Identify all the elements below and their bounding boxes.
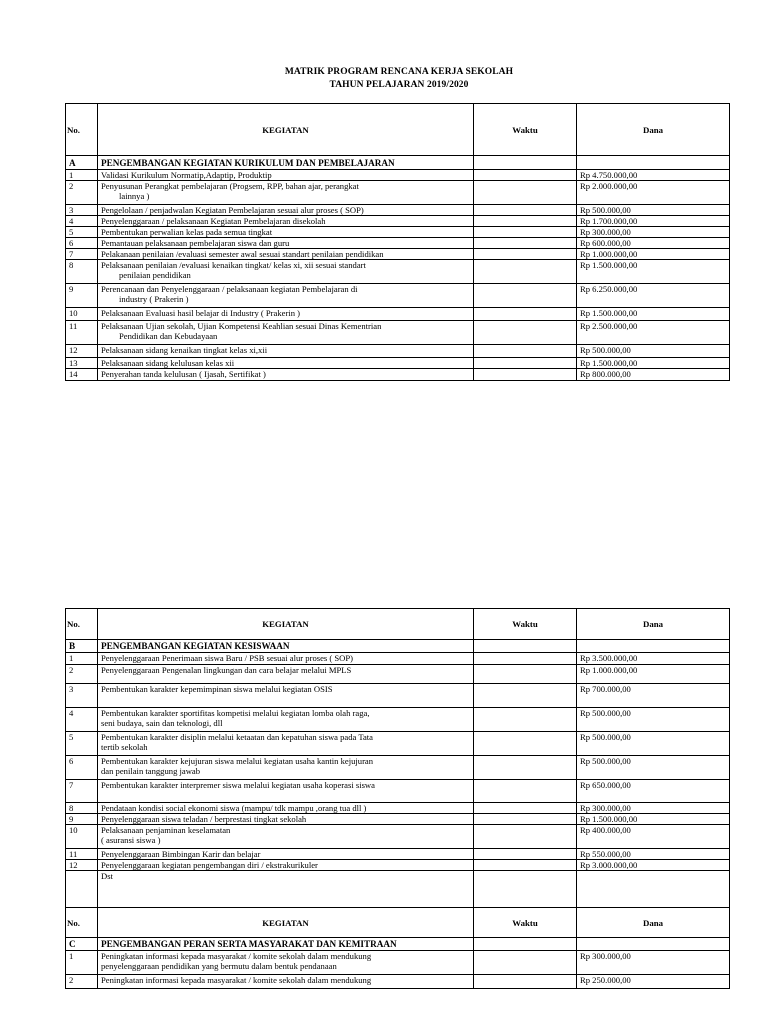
- header-kegiatan: KEGIATAN: [98, 609, 474, 640]
- activity-text-cont: lainnya ): [119, 191, 150, 201]
- row-number: 6: [66, 238, 98, 249]
- row-number: 11: [66, 321, 98, 345]
- header-no: No.: [66, 908, 98, 938]
- dana-amount: Rp 800.000,00: [577, 369, 730, 381]
- activity-text: Peningkatan informasi kepada masyarakat / komite sekolah dalam mendukung: [101, 951, 372, 961]
- dana-amount: Rp 500.000,00: [577, 756, 730, 780]
- activity-cell: [98, 653, 474, 665]
- dana-amount: Rp 1.500.000,00: [577, 814, 730, 825]
- row-number: 12: [66, 345, 98, 358]
- activity-text: Pendataan kondisi social ekonomi siswa (mampu/ tdk mampu ,orang tua dll ): [101, 803, 367, 813]
- table-row: [66, 803, 730, 814]
- activity-text: Penyusunan Perangkat pembelajaran (Progsem, RPP, bahan ajar, perangkat: [101, 181, 359, 191]
- dana-amount: Rp 300.000,00: [577, 227, 730, 238]
- waktu-cell: [474, 308, 577, 321]
- dana-amount: Rp 2.000.000,00: [577, 181, 730, 205]
- table-row: [66, 653, 730, 665]
- activity-text: Pelaksanaan penilaian /evaluasi kenaikan tingkat/ kelas xi, xii sesuai standart: [101, 260, 366, 270]
- activity-text-cont: industry ( Prakerin ): [119, 294, 189, 304]
- table-header: [66, 908, 730, 938]
- waktu-cell: [474, 369, 577, 381]
- activity-cell: [98, 284, 474, 308]
- table-row: [66, 756, 730, 780]
- activity-cell: [98, 708, 474, 732]
- activity-cell: [98, 249, 474, 260]
- table-row: [66, 708, 730, 732]
- dana-amount: Rp 500.000,00: [577, 732, 730, 756]
- table-row: [66, 732, 730, 756]
- table-row: [66, 684, 730, 708]
- row-number: 2: [66, 975, 98, 989]
- activity-text: Pelaksanaan penjaminan keselamatan: [101, 825, 231, 835]
- activity-text-cont: dan penilain tanggung jawab: [101, 766, 201, 776]
- dana-amount: Rp 700.000,00: [577, 684, 730, 708]
- activity-text: Pelaksanaan sidang kenaikan tingkat kelas xi,xii: [101, 345, 268, 355]
- row-number: 2: [66, 665, 98, 684]
- waktu-cell: [474, 238, 577, 249]
- table-row: [66, 849, 730, 860]
- dana-amount: Rp 300.000,00: [577, 803, 730, 814]
- activity-text: Pembentukan karakter sportifitas kompetisi melalui kegiatan lomba olah raga,: [101, 708, 370, 718]
- activity-cell: [98, 358, 474, 369]
- row-number: 1: [66, 951, 98, 975]
- activity-text-cont: penilaian pendidikan: [119, 270, 191, 280]
- table-row: [66, 170, 730, 181]
- waktu-cell: [474, 227, 577, 238]
- row-number: 8: [66, 803, 98, 814]
- activity-text-cont: Pendidikan dan Kebudayaan: [119, 331, 218, 341]
- section-row: [66, 938, 730, 951]
- table-row: [66, 216, 730, 227]
- table-row: [66, 238, 730, 249]
- table-row: [66, 260, 730, 284]
- waktu-cell: [474, 860, 577, 871]
- document-subtitle: TAHUN PELAJARAN 2019/2020: [329, 80, 469, 90]
- table-row: [66, 860, 730, 871]
- dana-amount: Rp 500.000,00: [577, 708, 730, 732]
- activity-cell: [98, 216, 474, 227]
- section-title: PENGEMBANGAN PERAN SERTA MASYARAKAT DAN KEMITRAAN: [98, 938, 474, 951]
- table-header: [66, 104, 730, 156]
- section-row: [66, 156, 730, 170]
- waktu-cell: [474, 684, 577, 708]
- activity-cell: [98, 181, 474, 205]
- dana-amount: Rp 500.000,00: [577, 205, 730, 216]
- activity-text: Perencanaan dan Penyelenggaraan / pelaksanaan kegiatan Pembelajaran di: [101, 284, 358, 294]
- waktu-cell: [474, 260, 577, 284]
- table-row: [66, 358, 730, 369]
- waktu-cell: [474, 249, 577, 260]
- section-code: C: [66, 938, 98, 951]
- header-dana: Dana: [577, 908, 730, 938]
- activity-text: Penyerahan tanda kelulusan ( Ijasah, Sertifikat ): [101, 369, 266, 379]
- activity-cell: [98, 205, 474, 216]
- row-number: 7: [66, 249, 98, 260]
- activity-text: Penyelenggaraan Penerimaan siswa Baru / PSB sesuai alur proses ( SOP): [101, 653, 354, 663]
- waktu-cell: [474, 181, 577, 205]
- waktu-cell: [474, 825, 577, 849]
- activity-text: Penyelenggaraan siswa teladan / berprestasi tingkat sekolah: [101, 814, 307, 824]
- continuation-text: Dst: [98, 871, 474, 908]
- row-number: 1: [66, 170, 98, 181]
- row-number: 2: [66, 181, 98, 205]
- waktu-cell: [474, 780, 577, 803]
- header-dana: Dana: [577, 609, 730, 640]
- row-number: 12: [66, 860, 98, 871]
- activity-cell: [98, 975, 474, 989]
- dana-amount: Rp 300.000,00: [577, 951, 730, 975]
- table-row: [66, 975, 730, 989]
- dana-amount: Rp 250.000,00: [577, 975, 730, 989]
- document-title: MATRIK PROGRAM RENCANA KERJA SEKOLAH: [284, 67, 514, 77]
- activity-cell: [98, 170, 474, 181]
- row-number: 11: [66, 849, 98, 860]
- row-number: 5: [66, 732, 98, 756]
- section-title: PENGEMBANGAN KEGIATAN KESISWAAN: [98, 640, 474, 653]
- row-number: 9: [66, 814, 98, 825]
- activity-cell: [98, 860, 474, 871]
- waktu-cell: [474, 732, 577, 756]
- header-waktu: Waktu: [474, 104, 577, 156]
- table-section-a: [65, 103, 730, 381]
- header-waktu: Waktu: [474, 908, 577, 938]
- table-row: [66, 205, 730, 216]
- dana-amount: Rp 3.500.000,00: [577, 653, 730, 665]
- row-number: 9: [66, 284, 98, 308]
- activity-text: Pengelolaan / penjadwalan Kegiatan Pembelajaran sesuai alur proses ( SOP): [101, 205, 364, 215]
- row-number: 5: [66, 227, 98, 238]
- activity-cell: [98, 849, 474, 860]
- table-row: [66, 814, 730, 825]
- dana-amount: Rp 3.000.000,00: [577, 860, 730, 871]
- waktu-cell: [474, 653, 577, 665]
- dana-amount: Rp 600.000,00: [577, 238, 730, 249]
- activity-text-cont: penyelenggaraan pendidikan yang bermutu dalam bentuk pendanaan: [101, 961, 337, 971]
- activity-cell: [98, 369, 474, 381]
- activity-cell: [98, 756, 474, 780]
- row-number: 1: [66, 653, 98, 665]
- table-row: [66, 665, 730, 684]
- header-dana: Dana: [577, 104, 730, 156]
- row-number: 8: [66, 260, 98, 284]
- activity-cell: [98, 308, 474, 321]
- header-kegiatan: KEGIATAN: [98, 908, 474, 938]
- activity-text: Pelaksanaan Ujian sekolah, Ujian Kompetensi Keahlian sesuai Dinas Kementrian: [101, 321, 382, 331]
- activity-text: Pembentukan perwalian kelas pada semua tingkat: [101, 227, 273, 237]
- table-row: [66, 249, 730, 260]
- activity-text: Penyelenggaraan Pengenalan lingkungan dan cara belajar melalui MPLS: [101, 665, 352, 675]
- activity-cell: [98, 260, 474, 284]
- activity-text: Pembentukan karakter kejujuran siswa melalui kegiatan usaha kantin kejujuran: [101, 756, 374, 766]
- table-row: [66, 284, 730, 308]
- activity-text: Peningkatan informasi kepada masyarakat / komite sekolah dalam mendukung: [101, 975, 372, 985]
- waktu-cell: [474, 708, 577, 732]
- activity-cell: [98, 321, 474, 345]
- dana-amount: Rp 1.700.000,00: [577, 216, 730, 227]
- activity-cell: [98, 780, 474, 803]
- waktu-cell: [474, 345, 577, 358]
- waktu-cell: [474, 205, 577, 216]
- row-number: 3: [66, 684, 98, 708]
- header-kegiatan: KEGIATAN: [98, 104, 474, 156]
- waktu-cell: [474, 284, 577, 308]
- activity-text: Pembentukan karakter kepemimpinan siswa melalui kegiatan OSIS: [101, 684, 333, 694]
- dana-amount: Rp 6.250.000,00: [577, 284, 730, 308]
- table-row: [66, 345, 730, 358]
- activity-text: Pelaksanaan sidang kelulusan kelas xii: [101, 358, 235, 368]
- activity-text: Pembentukan karakter interpremer siswa melalui kegiatan usaha koperasi siswa: [101, 780, 375, 790]
- dana-amount: Rp 400.000,00: [577, 825, 730, 849]
- dana-amount: Rp 1.500.000,00: [577, 358, 730, 369]
- waktu-cell: [474, 321, 577, 345]
- activity-cell: [98, 732, 474, 756]
- section-code: B: [66, 640, 98, 653]
- table-row: [66, 780, 730, 803]
- activity-cell: [98, 814, 474, 825]
- activity-text-cont: seni budaya, sain dan teknologi, dll: [101, 718, 223, 728]
- activity-text-cont: ( asuransi siswa ): [101, 835, 161, 845]
- table-row: [66, 825, 730, 849]
- dana-amount: Rp 550.000,00: [577, 849, 730, 860]
- activity-text-cont: tertib sekolah: [101, 742, 148, 752]
- table-row: [66, 951, 730, 975]
- activity-text: Pemantauan pelaksanaan pembelajaran siswa dan guru: [101, 238, 290, 248]
- section-row: [66, 640, 730, 653]
- row-number: 6: [66, 756, 98, 780]
- table-row: [66, 321, 730, 345]
- waktu-cell: [474, 665, 577, 684]
- table-section-b-c: [65, 608, 730, 989]
- dana-amount: Rp 2.500.000,00: [577, 321, 730, 345]
- waktu-cell: [474, 756, 577, 780]
- waktu-cell: [474, 170, 577, 181]
- activity-cell: [98, 665, 474, 684]
- row-number: 4: [66, 216, 98, 227]
- activity-text: Penyelenggaraan kegiatan pengembangan diri / ekstrakurikuler: [101, 860, 318, 870]
- dana-amount: Rp 650.000,00: [577, 780, 730, 803]
- row-number: 7: [66, 780, 98, 803]
- activity-cell: [98, 684, 474, 708]
- row-number: 3: [66, 205, 98, 216]
- table-row: [66, 227, 730, 238]
- header-no: No.: [66, 609, 98, 640]
- activity-cell: [98, 345, 474, 358]
- waktu-cell: [474, 951, 577, 975]
- row-number: 10: [66, 825, 98, 849]
- table-row: [66, 369, 730, 381]
- row-number: 13: [66, 358, 98, 369]
- row-number: 4: [66, 708, 98, 732]
- activity-cell: [98, 227, 474, 238]
- dana-amount: Rp 1.000.000,00: [577, 249, 730, 260]
- table-row-dst: [66, 871, 730, 908]
- row-number: 14: [66, 369, 98, 381]
- header-no: No.: [66, 104, 98, 156]
- waktu-cell: [474, 975, 577, 989]
- section-code: A: [66, 156, 98, 170]
- activity-cell: [98, 238, 474, 249]
- activity-cell: [98, 825, 474, 849]
- section-title: PENGEMBANGAN KEGIATAN KURIKULUM DAN PEMBELAJARAN: [98, 156, 474, 170]
- table-header: [66, 609, 730, 640]
- row-number: 10: [66, 308, 98, 321]
- activity-text: Penyelenggaraan Bimbingan Karir dan belajar: [101, 849, 261, 859]
- activity-cell: [98, 803, 474, 814]
- activity-text: Penyelenggaraan / pelaksanaan Kegiatan Pembelajaran disekolah: [101, 216, 326, 226]
- dana-amount: Rp 4.750.000,00: [577, 170, 730, 181]
- waktu-cell: [474, 216, 577, 227]
- table-row: [66, 181, 730, 205]
- dana-amount: Rp 1.500.000,00: [577, 260, 730, 284]
- activity-text: Pelaksanaan Evaluasi hasil belajar di Industry ( Prakerin ): [101, 308, 301, 318]
- waktu-cell: [474, 803, 577, 814]
- table-row: [66, 308, 730, 321]
- dana-amount: Rp 1.500.000,00: [577, 308, 730, 321]
- activity-text: Pembentukan karakter disiplin melalui ketaatan dan kepatuhan siswa pada Tata: [101, 732, 373, 742]
- waktu-cell: [474, 814, 577, 825]
- activity-cell: [98, 951, 474, 975]
- activity-text: Validasi Kurikulum Normatip,Adaptip, Produktip: [101, 170, 272, 180]
- waktu-cell: [474, 849, 577, 860]
- activity-text: Pelakanaan penilaian /evaluasi semester awal sesuai standart penilaian pendidikan: [101, 249, 384, 259]
- waktu-cell: [474, 358, 577, 369]
- header-waktu: Waktu: [474, 609, 577, 640]
- dana-amount: Rp 500.000,00: [577, 345, 730, 358]
- dana-amount: Rp 1.000.000,00: [577, 665, 730, 684]
